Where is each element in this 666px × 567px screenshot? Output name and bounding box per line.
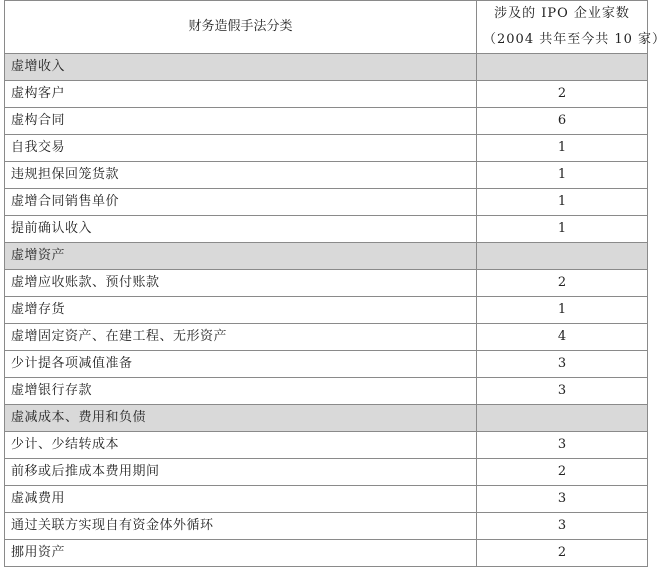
header-count xyxy=(477,1,666,54)
method-cell: 挪用资产 xyxy=(5,540,477,567)
table-row xyxy=(5,108,648,135)
table-row xyxy=(5,324,648,351)
table-header-row xyxy=(5,1,648,54)
count-cell: 3 xyxy=(477,432,648,459)
count-cell: 2 xyxy=(477,81,648,108)
count-cell: 3 xyxy=(477,351,648,378)
table-row xyxy=(5,189,648,216)
count-cell: 1 xyxy=(477,216,648,243)
table-row xyxy=(5,378,648,405)
method-cell: 前移或后推成本费用期间 xyxy=(5,459,477,486)
count-cell: 4 xyxy=(477,324,648,351)
table-row xyxy=(5,162,648,189)
method-cell: 虚构合同 xyxy=(5,108,477,135)
table-row xyxy=(5,297,648,324)
table-row xyxy=(5,135,648,162)
count-cell: 1 xyxy=(477,162,648,189)
method-cell: 自我交易 xyxy=(5,135,477,162)
table-row xyxy=(5,432,648,459)
table-row xyxy=(5,486,648,513)
category-count-empty xyxy=(477,54,648,81)
count-cell: 3 xyxy=(477,513,648,540)
category-row xyxy=(5,405,648,432)
count-cell: 2 xyxy=(477,270,648,297)
count-cell: 3 xyxy=(477,378,648,405)
table-row xyxy=(5,540,648,567)
table-body xyxy=(5,54,648,567)
method-cell: 通过关联方实现自有资金体外循环 xyxy=(5,513,477,540)
method-cell: 少计提各项减值准备 xyxy=(5,351,477,378)
count-cell: 1 xyxy=(477,297,648,324)
category-count-empty xyxy=(477,405,648,432)
table-row xyxy=(5,270,648,297)
category-count-empty xyxy=(477,243,648,270)
table-row xyxy=(5,513,648,540)
table-row xyxy=(5,459,648,486)
category-label: 虚增收入 xyxy=(5,54,477,81)
count-cell: 1 xyxy=(477,135,648,162)
header-count-line1: 涉及的 IPO 企业家数 xyxy=(494,6,630,21)
method-cell: 少计、少结转成本 xyxy=(5,432,477,459)
category-row xyxy=(5,243,648,270)
category-row xyxy=(5,54,648,81)
method-cell: 虚构客户 xyxy=(5,81,477,108)
category-label: 虚增资产 xyxy=(5,243,477,270)
count-cell: 3 xyxy=(477,486,648,513)
method-cell: 虚增存货 xyxy=(5,297,477,324)
table-row xyxy=(5,81,648,108)
count-cell: 2 xyxy=(477,540,648,567)
method-cell: 提前确认收入 xyxy=(5,216,477,243)
header-count-line2: （2004 共年至今共 10 家） xyxy=(483,32,666,47)
method-cell: 虚增银行存款 xyxy=(5,378,477,405)
count-cell: 6 xyxy=(477,108,648,135)
method-cell: 虚增合同销售单价 xyxy=(5,189,477,216)
category-label: 虚减成本、费用和负债 xyxy=(5,405,477,432)
method-cell: 虚减费用 xyxy=(5,486,477,513)
header-method: 财务造假手法分类 xyxy=(5,1,477,54)
count-cell: 2 xyxy=(477,459,648,486)
method-cell: 违规担保回笼货款 xyxy=(5,162,477,189)
method-cell: 虚增固定资产、在建工程、无形资产 xyxy=(5,324,477,351)
count-cell: 1 xyxy=(477,189,648,216)
table-row xyxy=(5,216,648,243)
table-row xyxy=(5,351,648,378)
fraud-methods-table xyxy=(4,0,666,567)
method-cell: 虚增应收账款、预付账款 xyxy=(5,270,477,297)
